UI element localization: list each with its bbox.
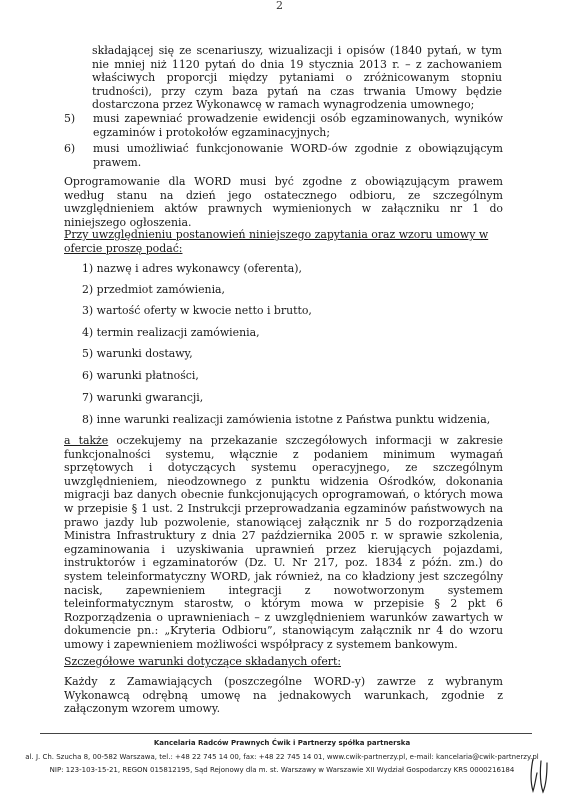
offer-item	[82, 347, 193, 361]
signature-initials	[527, 755, 551, 795]
item-number: 8)	[82, 413, 94, 426]
item-number: 3)	[82, 304, 94, 317]
footer-company: Kancelaria Radców Prawnych Ćwik i Partnerzy spółka partnerska	[153, 739, 411, 747]
item-text: warunki gwarancji,	[96, 391, 204, 404]
offer-item	[82, 262, 302, 276]
item-text: musi umożliwiać funkcjonowanie WORD-ów zgodnie z obowiązującym prawem.	[93, 142, 503, 169]
offer-item	[82, 326, 260, 340]
footer-divider	[40, 733, 532, 734]
offer-item	[82, 413, 490, 427]
item-text: musi zapewniać prowadzenie ewidencji osób egzaminowanych, wyników egzaminów i protokołów egzaminacyjnych;	[93, 112, 503, 139]
item-text: przedmiot zamówienia,	[96, 283, 226, 296]
software-paragraph: Oprogramowanie dla WORD musi być zgodne z obowiązującym prawem według stanu na dzień jego ostatecznego odbioru, ze szczególnym uwzględnieniem aktów prawnych wymienionych w załączniku nr 1 do niniejszego ogłoszenia.	[64, 175, 503, 229]
also-paragraph	[64, 434, 503, 652]
item-number: 7)	[82, 391, 94, 404]
item-number: 6)	[64, 142, 76, 155]
offer-heading: Przy uwzględnieniu postanowień niniejszego zapytania oraz wzoru umowy w ofercie proszę podać:	[64, 228, 489, 255]
also-lead: a także	[64, 434, 109, 447]
footer-registry: NIP: 123-103-15-21, REGON 015812195, Sąd Rejonowy dla m. st. Warszawy w Warszawie XII Wydział Gospodarczy KRS 0000216184	[49, 766, 515, 774]
item-text: warunki płatności,	[96, 369, 199, 382]
item-text: inne warunki realizacji zamówienia istotne z Państwa punktu widzenia,	[96, 413, 491, 426]
continuation-text: składającej się ze scenariuszy, wizualizacji i opisów (1840 pytań, w tym nie mniej niż 1120 pytań do dnia 19 stycznia 2013 r. – z zachowaniem właściwych proporcji między pytaniami o zróżnicowanym stopniu trudności), przy czym baza pytań na czas trwania Umowy będzie dostarczona przez Wykonawcę w ramach wynagrodzenia umownego;	[92, 44, 502, 112]
item-number: 5)	[64, 112, 76, 125]
detailed-heading: Szczegółowe warunki dotyczące składanych ofert:	[64, 655, 342, 668]
also-paragraph-text: oczekujemy na przekazanie szczegółowych informacji w zakresie funkcjonalności systemu, włącznie z podaniem minimum wymagań sprzętowych i dotyczących systemu operacyjnego, ze szczególnym uwzględnieniem, nieodzownego z punktu widzenia Ośrodków, dokonania migracji baz danych obecnie funkcjonujących oprogramowań, o których mowa w przepisie § 1 ust. 2 Instrukcji przeprowadzania egzaminów państwowych na prawo jazdy lub pozwolenie, stanowiącej załącznik nr 5 do rozporządzenia Ministra Infrastruktury z dnia 27 października 2005 r. w sprawie szkolenia, egzaminowania i uzyskiwania uprawnień przez kierujących pojazdami, instruktorów i egzaminatorów (Dz. U. Nr 217, poz. 1834 z późn. zm.) do system teleinformatyczny WORD, jak również, na co kładziony jest szczególny nacisk, zapewnieniem integracji z nowotworzonym systemem teleinformatycznym starostw, o którym mowa w przepisie § 2 pkt 6 Rozporządzenia o uprawnieniach – z uwzględnieniem warunków zawartych w dokumencie pn.: „Kryteria Odbioru”, stanowiącym załącznik nr 4 do wzoru umowy i zapewnieniem możliwości współpracy z systemem bankowym.	[64, 434, 504, 651]
page-number: 2	[276, 0, 283, 12]
item-number: 1)	[82, 262, 94, 275]
offer-item	[82, 283, 225, 297]
offer-item	[82, 369, 199, 383]
item-number: 4)	[82, 326, 94, 339]
item-text: wartość oferty w kwocie netto i brutto,	[96, 304, 312, 317]
item-text: warunki dostawy,	[96, 347, 193, 360]
footer-address: al. J. Ch. Szucha 8, 00-582 Warszawa, tel.: +48 22 745 14 00, fax: +48 22 745 14 01, www.cwik-partnerzy.pl, e-mail: kancelaria@cwik-partnerzy.pl	[25, 753, 539, 761]
detailed-paragraph: Każdy z Zamawiających (poszczególne WORD-y) zawrze z wybranym Wykonawcą odrębną umowę na jednakowych warunkach, zgodnie z załączonym wzorem umowy.	[64, 675, 503, 716]
offer-item	[82, 391, 203, 405]
offer-item	[82, 304, 312, 318]
item-text: termin realizacji zamówienia,	[96, 326, 260, 339]
item-number: 6)	[82, 369, 94, 382]
item-number: 5)	[82, 347, 94, 360]
item-number: 2)	[82, 283, 94, 296]
item-text: nazwę i adres wykonawcy (oferenta),	[96, 262, 302, 275]
